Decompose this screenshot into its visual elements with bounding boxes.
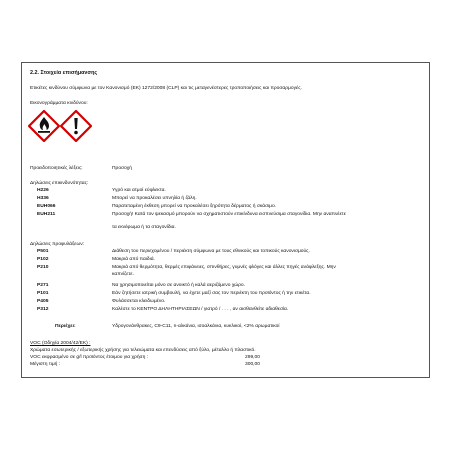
precaution-code: P405 (37, 299, 49, 304)
precaution-text-continued: καπνίζετε. (112, 272, 134, 277)
contains-label: Περιέχει: (55, 324, 76, 329)
pictograms-label: Εικονογράμματα κινδύνου: (30, 101, 88, 106)
voc-content-label: VOC εκφρασμένο σε g/l προϊόντος έτοιμου για χρήση : (30, 355, 149, 360)
voc-max-value: 300,00 (245, 362, 260, 367)
precaution-code: P271 (37, 283, 49, 288)
section-title: 2.2. Στοιχεία επισήμανσης (30, 70, 98, 76)
precaution-code: P102 (37, 257, 49, 262)
precaution-text: Διάθεση του περιεχομένου / περιέκτη σύμφωνα με τους εθνικούς και τοπικούς κανονισμούς. (112, 249, 310, 254)
hazard-code: EUH066 (37, 204, 56, 209)
hazard-text: Παρατεταμένη έκθεση μπορεί να προκαλέσει ξηρότητα δέρματος ή σκάσιμο. (112, 204, 277, 209)
hazard-text: Μπορεί να προκαλέσει υπνηλία ή ζάλη. (112, 196, 197, 201)
hazard-text: Προσοχή! Κατά τον ψεκασμό μπορούν να σχηματιστούν επικίνδυνα εισπνεύσιμα σταγονίδια. Μην αναπνέετε (112, 212, 346, 217)
signal-word-label: Προειδοποιητικές λέξεις: (30, 166, 83, 171)
exclamation-pictogram-icon (60, 110, 92, 142)
hazard-code: H226 (37, 188, 49, 193)
precaution-code: P312 (37, 307, 49, 312)
voc-max-label: Μέγιστη τιμή : (30, 362, 61, 367)
hazard-code: EUH211 (37, 212, 56, 217)
flame-pictogram-icon (28, 110, 60, 142)
precaution-code: P501 (37, 249, 49, 254)
contains-value: Υδρογονάνθρακες, C9-C11, n-αλκάνια, ισοαλκάνια, κυκλικοί, <2% αρωματικοί (112, 324, 280, 329)
voc-heading: VOC (Οδηγία 2004/42/EK) : (30, 341, 91, 346)
hazard-text: Υγρό και ατμοί εύφλεκτα. (112, 188, 166, 193)
precaution-text: Να χρησιμοποιείται μόνο σε ανοικτό ή καλά αεριζόμενο χώρο. (112, 283, 245, 288)
signal-word-value: Προσοχή (112, 166, 132, 171)
hazard-statements-label: Δηλώσεις επικινδυνότητας: (30, 181, 89, 186)
hazard-code: H336 (37, 196, 49, 201)
precaution-code: P101 (37, 291, 49, 296)
precaution-code: P210 (37, 265, 49, 270)
voc-description: Χρώματα εσωτερικής / εξωτερικής χρήσης για τελειώματα και επενδύσεις από ξύλο, μέταλλο ή πλαστικό. (30, 348, 256, 353)
voc-content-value: 299,00 (245, 355, 260, 360)
precaution-text: Καλέστε το ΚΕΝΤΡΟ ΔΗΛΗΤΗΡΙΑΣΕΩΝ / γιατρό / . . . , αν αισθανθείτε αδιαθεσία. (112, 307, 289, 312)
precaution-statements-label: Δηλώσεις προφυλάξεων: (30, 242, 85, 247)
precaution-text: Μακριά από παιδιά. (112, 257, 155, 262)
precaution-text: Εάν ζητήσετε ιατρική συμβουλή, να έχετε μαζί σας τον περιέκτη του προϊόντος ή την ετικέτα. (112, 291, 311, 296)
section-intro: Ετικέτες κινδύνου σύμφωνα με τον Κανονισμό (ΕΚ) 1272/2008 (CLP) και τις μεταγενέστερες τροποποιήσεις και προσαρμογές. (30, 86, 302, 91)
hazard-text-continued: τα εκνέφωμα ή τα σταγονίδια. (112, 225, 176, 230)
precaution-text: Μακριά από θερμότητα, θερμές επιφάνειες, σπινθήρες, γυμνές φλόγες και άλλες πηγές ανάφλεξης. Μην (112, 265, 336, 270)
precaution-text: Φυλάσσεται κλειδωμένο. (112, 299, 166, 304)
